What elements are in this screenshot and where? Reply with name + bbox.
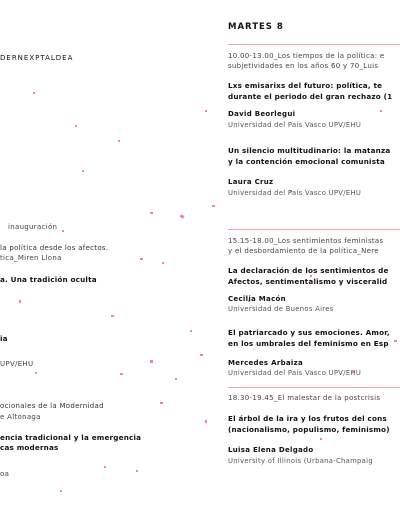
left-line: a. Una tradición oculta — [0, 275, 97, 284]
talk-title: La declaración de los sentimientos de — [228, 266, 389, 275]
talk-title: durante el periodo del gran rechazo (1 — [228, 92, 393, 101]
speaker-affiliation: Universidad de Buenos Aires — [228, 305, 334, 313]
talk-title: Lxs emisarixs del futuro: política, te — [228, 81, 383, 90]
day-heading: MARTES 8 — [228, 22, 284, 32]
left-line: ia — [0, 334, 8, 343]
section-divider — [228, 387, 400, 388]
left-line: e Altonaga — [0, 413, 41, 421]
left-line: tica_Miren Llona — [0, 254, 62, 262]
speaker-affiliation: Universidad del País Vasco UPV/EHU — [228, 189, 362, 197]
left-line: UPV/EHU — [0, 360, 34, 368]
session-subtitle: y el desbordamiento de la política_Nere — [228, 247, 379, 255]
talk-title: (nacionalismo, populismo, feminismo) — [228, 425, 390, 434]
session-time: 18.30-19.45_El malestar de la postcrisis — [228, 394, 381, 402]
talk-title: y la contención emocional comunista — [228, 157, 385, 166]
speaker-affiliation: Universidad del País Vasco UPV/EHU — [228, 369, 362, 377]
speaker-name: Luisa Elena Delgado — [228, 446, 314, 454]
left-line: encia tradicional y la emergencia — [0, 433, 142, 442]
speaker-affiliation: University of Illinois (Urbana-Champaig — [228, 457, 373, 465]
speaker-name: Mercedes Arbaiza — [228, 359, 304, 367]
speaker-name: Laura Cruz — [228, 178, 274, 186]
left-line: cas modernas — [0, 443, 59, 452]
talk-title: en los umbrales del feminismo en Esp — [228, 339, 389, 348]
session-subtitle: subjetividades en los años 60 y 70_Luis — [228, 62, 379, 70]
left-line: oa — [0, 470, 10, 478]
talk-title: Afectos, sentimentalismo y visceralid — [228, 277, 388, 286]
speaker-name: Cecilia Macón — [228, 295, 286, 303]
section-divider — [228, 44, 400, 45]
talk-title: Un silencio multitudinario: la matanza — [228, 146, 391, 155]
left-header: DERNEXPTALDEA — [0, 54, 74, 62]
left-line: la política desde los afectos. — [0, 244, 109, 252]
session-time: 15.15-18.00_Los sentimientos feministas — [228, 237, 384, 245]
section-divider — [228, 229, 400, 230]
speaker-name: David Beorlegui — [228, 110, 296, 118]
left-line: ocionales de la Modernidad — [0, 402, 104, 410]
talk-title: El árbol de la ira y los frutos del cons — [228, 414, 387, 423]
talk-title: El patriarcado y sus emociones. Amor, — [228, 328, 390, 337]
session-time: 10.00-13.00_Los tiempos de la política: e — [228, 52, 385, 60]
speaker-affiliation: Universidad del País Vasco UPV/EHU — [228, 121, 362, 129]
left-line: inauguración — [8, 223, 58, 231]
